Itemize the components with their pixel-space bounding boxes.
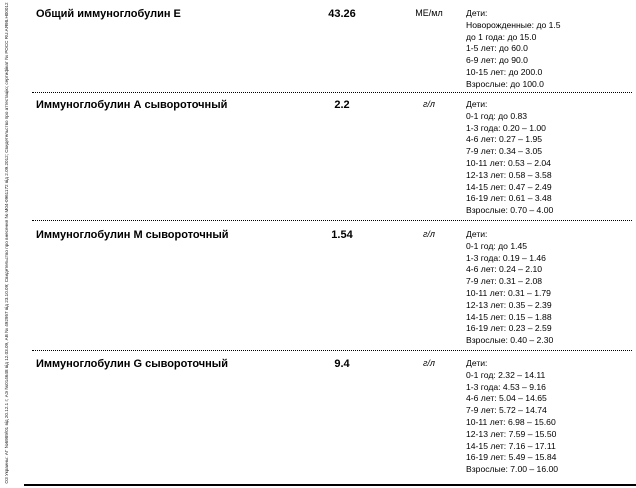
reference-line: Дети: bbox=[466, 8, 488, 18]
test-unit: г/л bbox=[422, 99, 435, 109]
reference-line: 4-6 лет: 0.24 – 2.10 bbox=[466, 264, 543, 275]
reference-line: 0-1 год: до 1.45 bbox=[466, 240, 528, 251]
reference-line: 1-3 года: 0.19 – 1.46 bbox=[466, 252, 546, 263]
row-divider bbox=[32, 92, 632, 93]
test-unit: МЕ/мл bbox=[415, 8, 443, 18]
test-name: Общий иммуноглобулин Е bbox=[36, 8, 181, 20]
row-divider bbox=[32, 220, 632, 221]
reference-line: 7-9 лет: 5.72 – 14.74 bbox=[466, 405, 547, 416]
test-value: 9.4 bbox=[334, 358, 350, 370]
reference-line: 0-1 год: до 0.83 bbox=[466, 110, 528, 121]
reference-line: 4-6 лет: 0.27 – 1.95 bbox=[466, 134, 543, 145]
reference-line: Дети: bbox=[466, 99, 488, 109]
reference-line: Взрослые: 0.70 – 4.00 bbox=[466, 205, 554, 216]
test-name: Иммуноглобулин М сывороточный bbox=[36, 229, 229, 241]
reference-line: 0-1 год: 2.32 – 14.11 bbox=[466, 369, 546, 380]
reference-ranges bbox=[466, 229, 553, 347]
reference-line: Взрослые: до 100.0 bbox=[466, 78, 544, 89]
reference-line: 16-19 лет: 0.23 – 2.59 bbox=[466, 323, 552, 334]
test-name: Иммуноглобулин А сывороточный bbox=[36, 99, 228, 111]
reference-line: 10-11 лет: 0.53 – 2.04 bbox=[466, 157, 551, 168]
reference-line: Взрослые: 7.00 – 16.00 bbox=[466, 464, 559, 475]
reference-line: 7-9 лет: 0.31 – 2.08 bbox=[466, 276, 543, 287]
reference-line: 16-19 лет: 0.61 – 3.48 bbox=[466, 193, 552, 204]
reference-line: 12-13 лет: 0.35 – 2.39 bbox=[466, 299, 552, 310]
reference-line: 12-13 лет: 7.59 – 15.50 bbox=[466, 428, 557, 439]
reference-ranges bbox=[466, 8, 561, 91]
reference-line: 4-6 лет: 5.04 – 14.65 bbox=[466, 393, 547, 404]
row-divider bbox=[32, 350, 632, 351]
test-value: 1.54 bbox=[331, 229, 353, 241]
reference-line: 10-11 лет: 0.31 – 1.79 bbox=[466, 287, 551, 298]
test-value: 2.2 bbox=[334, 99, 350, 111]
reference-line: 6-9 лет: до 90.0 bbox=[466, 55, 528, 66]
reference-line: 14-15 лет: 7.16 – 17.11 bbox=[466, 440, 556, 451]
test-name: Иммуноглобулин G сывороточный bbox=[36, 358, 228, 370]
test-value: 43.26 bbox=[328, 8, 356, 20]
reference-line: Дети: bbox=[466, 229, 488, 239]
reference-line: 7-9 лет: 0.34 – 3.05 bbox=[466, 146, 543, 157]
reference-line: 14-15 лет: 0.15 – 1.88 bbox=[466, 311, 552, 322]
reference-line: 1-3 года: 0.20 – 1.00 bbox=[466, 122, 546, 133]
vertical-side-text bbox=[0, 0, 22, 488]
reference-line: 14-15 лет: 0.47 – 2.49 bbox=[466, 181, 552, 192]
reference-line: 10-11 лет: 6.98 – 15.60 bbox=[466, 416, 556, 427]
reference-line: 1-5 лет: до 60.0 bbox=[466, 43, 528, 54]
reference-line: Новорожденные: до 1.5 bbox=[466, 19, 561, 30]
test-unit: г/л bbox=[422, 358, 435, 368]
certificate-notice: ОЗ Украины: АГ №6989/01 від 20.12.1 г; АЭ №014648 від 12.03.09, АВ № 492957 від 23.10.09; Свидетельство про внесення № М04-0961172 від 2.09.2012; Свидетельство про аттестацію; сертифікат № РОСС RU.АЯ98.Н00012 bbox=[4, 2, 9, 484]
reference-ranges bbox=[466, 358, 558, 476]
reference-line: Взрослые: 0.40 – 2.30 bbox=[466, 335, 554, 346]
reference-line: Дети: bbox=[466, 358, 488, 368]
reference-line: 16-19 лет: 5.49 – 15.84 bbox=[466, 452, 557, 463]
reference-line: 12-13 лет: 0.58 – 3.58 bbox=[466, 169, 552, 180]
test-unit: г/л bbox=[422, 229, 435, 239]
bottom-rule bbox=[24, 484, 636, 486]
reference-ranges bbox=[466, 99, 553, 217]
reference-line: 1-3 года: 4.53 – 9.16 bbox=[466, 381, 546, 392]
reference-line: 10-15 лет: до 200.0 bbox=[466, 66, 543, 77]
reference-line: до 1 года: до 15.0 bbox=[466, 31, 537, 42]
